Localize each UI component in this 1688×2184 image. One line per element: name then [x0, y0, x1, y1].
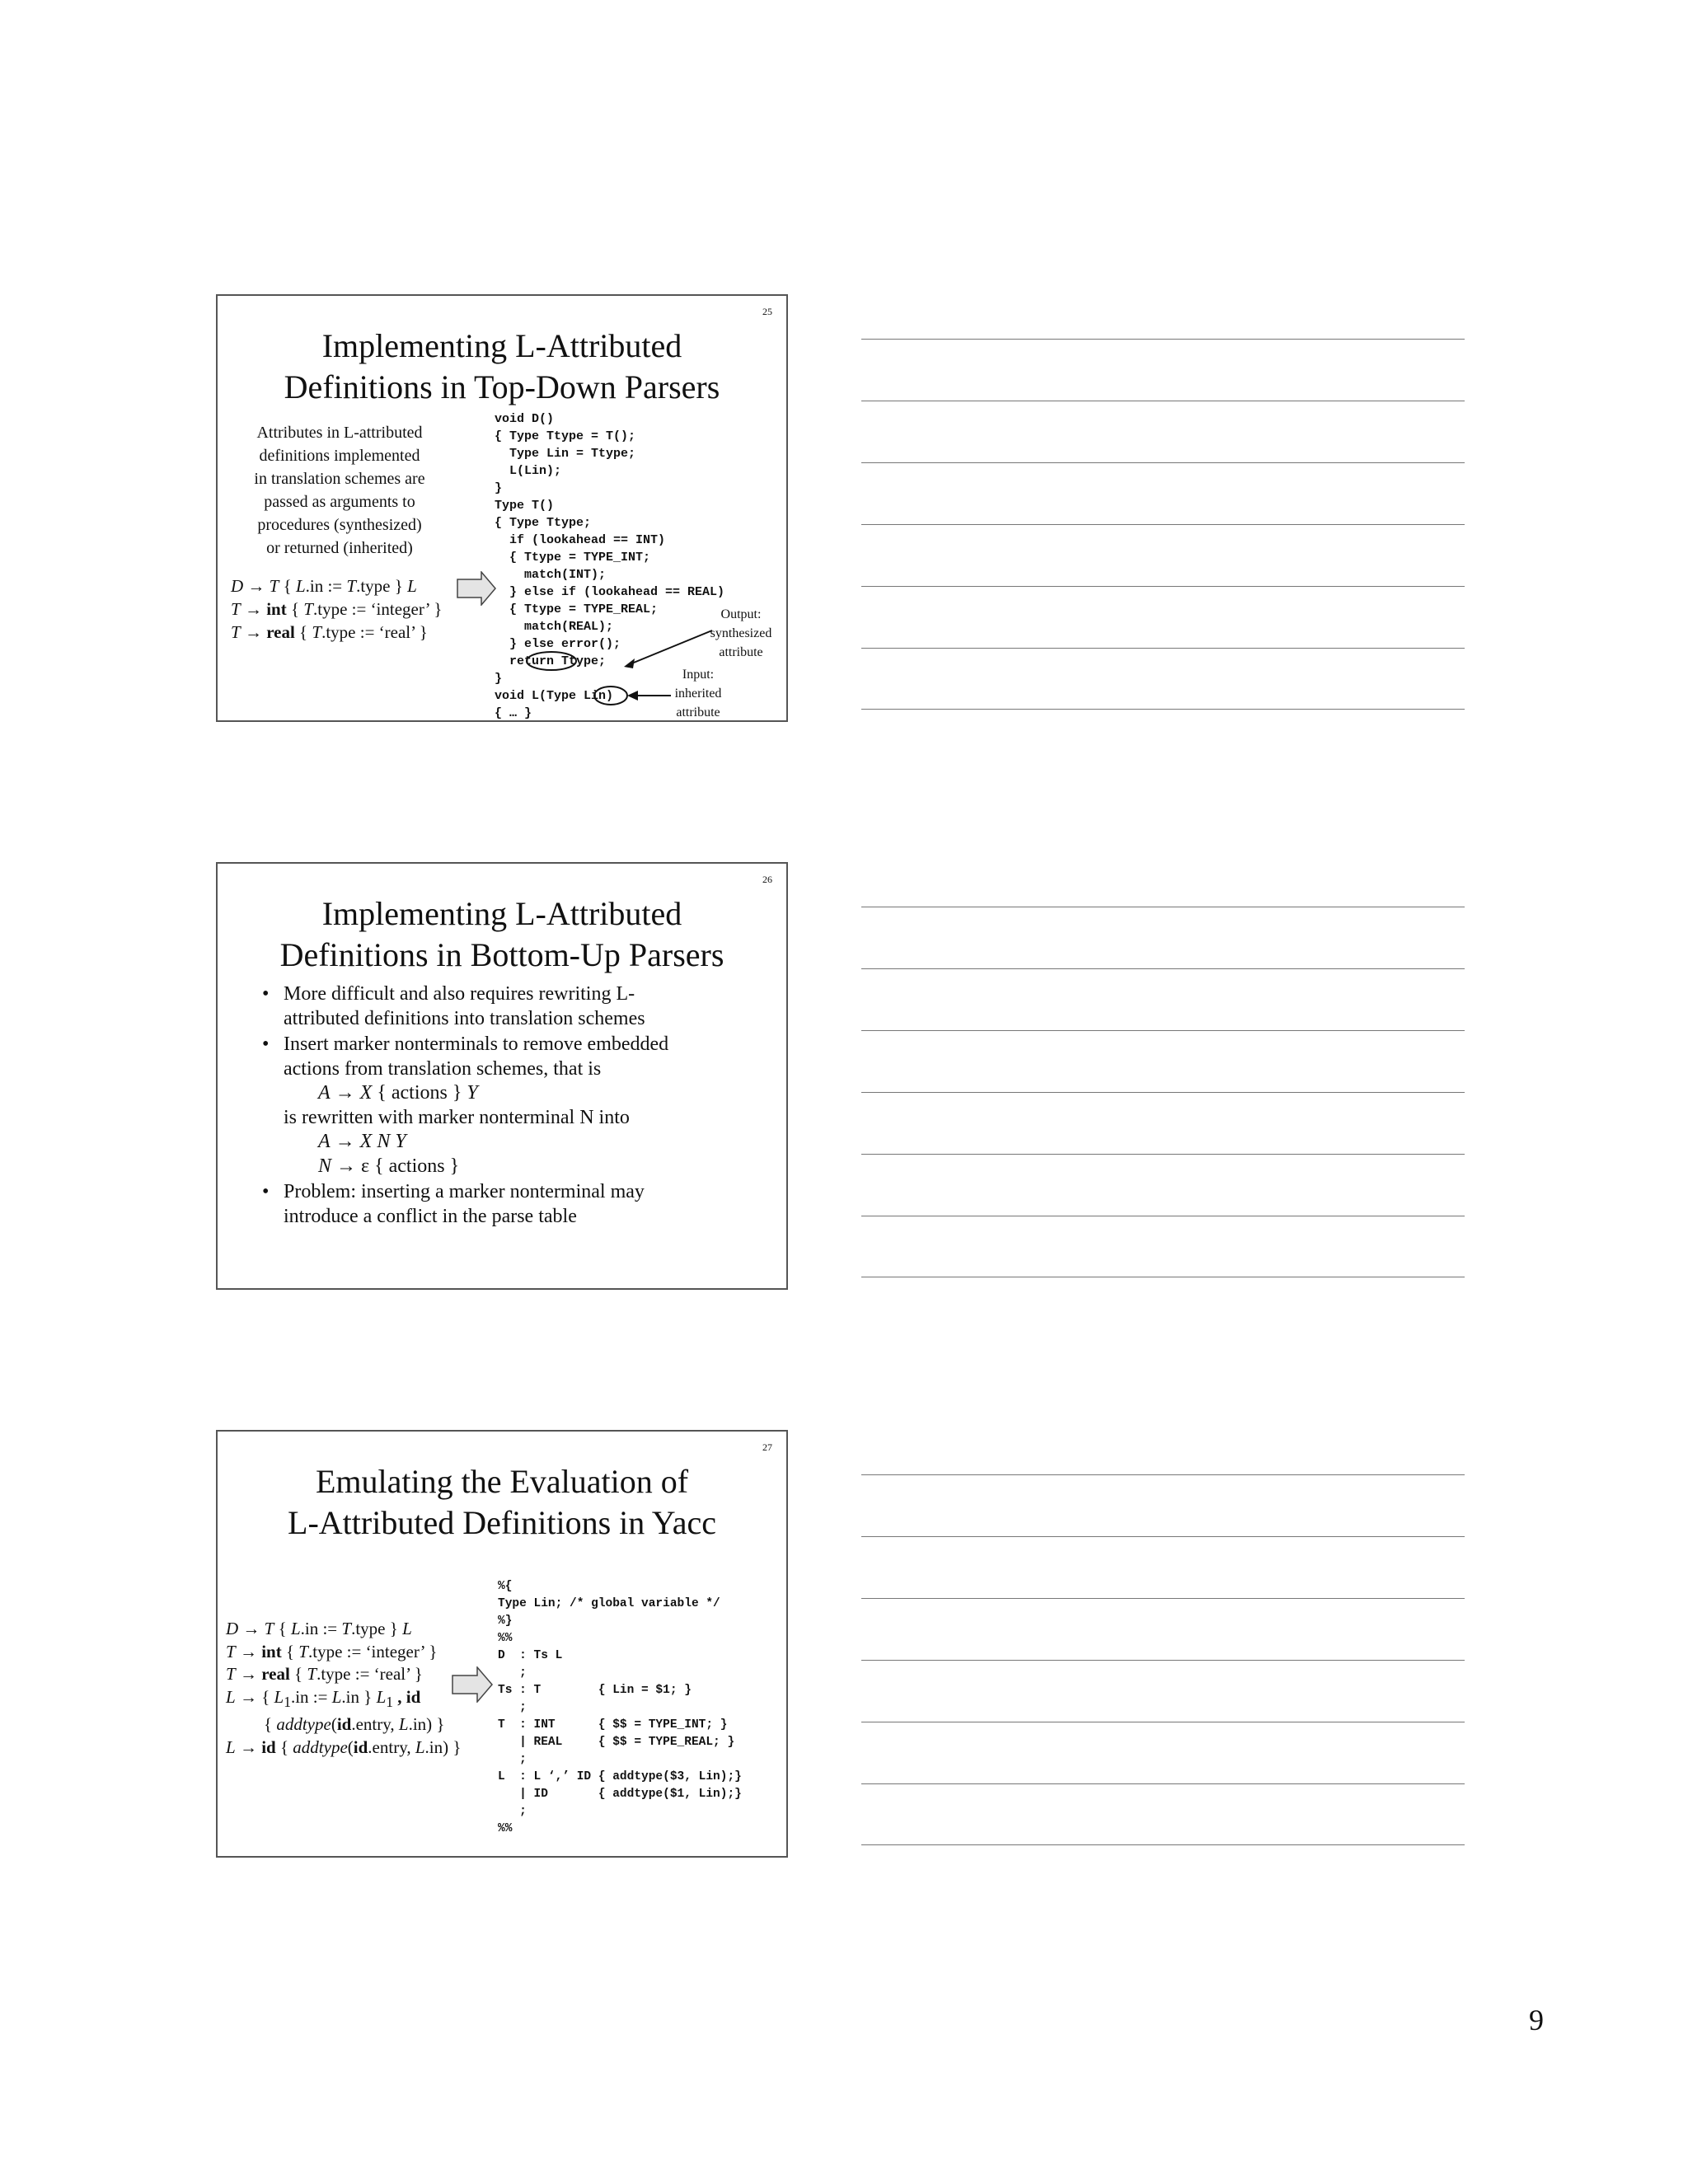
- bullet-item: • Insert marker nonterminals to remove embedded actions from translation schemes, that is A → X { actions } Y is rewritten with marker nonterminal N into A → X N Y N → ε { actions }: [259, 1033, 753, 1179]
- description-line: or returned (inherited): [266, 539, 413, 557]
- code-block: void D() { Type Ttype = T(); Type Lin = Ttype; L(Lin); } Type T() { Type Ttype; if (lookahead == INT) { Ttype = TYPE_INT; match(INT); } else if (lookahead == REAL) { Ttype = TYPE_REAL; match(REAL); } else error(); return Ttype; } void L(Type Lin) { … }: [495, 412, 725, 720]
- description-line: procedures (synthesized): [257, 516, 422, 534]
- slide-title: [218, 893, 786, 976]
- grammar-rule: T → real { T.type := ‘real’ }: [226, 1664, 423, 1684]
- slide-number: 25: [762, 306, 772, 317]
- grammar-rule: { addtype(id.entry, L.in) }: [264, 1714, 445, 1735]
- slide-title-line-1: Implementing L-Attributed: [321, 895, 682, 932]
- slide-27: [216, 1430, 788, 1858]
- slide-title-line-1: Emulating the Evaluation of: [315, 1463, 689, 1500]
- output-label: Output: synthesized attribute: [710, 607, 772, 659]
- slide-title-line-2: Definitions in Bottom-Up Parsers: [279, 936, 724, 973]
- rule-example: N → ε { actions }: [318, 1155, 460, 1177]
- rule-example: A → X { actions } Y: [318, 1082, 478, 1104]
- description-line: passed as arguments to: [264, 493, 415, 511]
- grammar-rule: T → real { T.type := ‘real’ }: [231, 622, 428, 642]
- grammar-rule: D → T { L.in := T.type } L: [231, 576, 417, 596]
- slide-title-line-2: L-Attributed Definitions in Yacc: [288, 1504, 716, 1541]
- slide-26: [216, 862, 788, 1290]
- slide-25: [216, 294, 788, 722]
- grammar-rule: L → { $L_1.in$ := L.in } $L_1$ , id: [226, 1686, 421, 1710]
- grammar-rule: T → int { T.type := ‘integer’ }: [231, 599, 443, 619]
- right-arrow-icon: [452, 1666, 493, 1703]
- grammar-rule: T → int { T.type := ‘integer’ }: [226, 1641, 438, 1661]
- grammar-rule: D → T { L.in := T.type } L: [226, 1619, 412, 1638]
- description-line: Attributes in L-attributed: [256, 424, 423, 442]
- grammar-rules: [226, 1618, 461, 1759]
- slide-title-line-1: Implementing L-Attributed: [321, 327, 682, 364]
- bullet-item: • Problem: inserting a marker nonterminal may introduce a conflict in the parse table: [259, 1180, 753, 1229]
- rule-example: A → X N Y: [318, 1131, 406, 1152]
- bullet-item: • More difficult and also requires rewriting L- attributed definitions into translation schemes: [259, 982, 753, 1031]
- slide-title: [218, 1461, 786, 1544]
- slide-number: 27: [762, 1441, 772, 1453]
- bullet-list: [259, 982, 753, 1230]
- description-line: definitions implemented: [259, 447, 420, 465]
- page-number: 9: [1529, 2004, 1544, 2036]
- grammar-rule: L → id { addtype(id.entry, L.in) }: [226, 1736, 462, 1757]
- slide-number: 26: [762, 874, 772, 885]
- slide-title-line-2: Definitions in Top-Down Parsers: [284, 368, 720, 405]
- code-block: %{ Type Lin; /* global variable */ %} %% D : Ts L ; Ts : T { Lin = $1; } ; T : INT { $$ = TYPE_INT; } | REAL { $$ = TYPE_REAL; } ; L : L ‘,’ ID { addtype($3, Lin);} | ID { addtype($1, Lin);} ; %%: [498, 1580, 742, 1835]
- input-label: Input: inherited attribute: [674, 668, 722, 719]
- description-line: in translation schemes are: [254, 470, 425, 488]
